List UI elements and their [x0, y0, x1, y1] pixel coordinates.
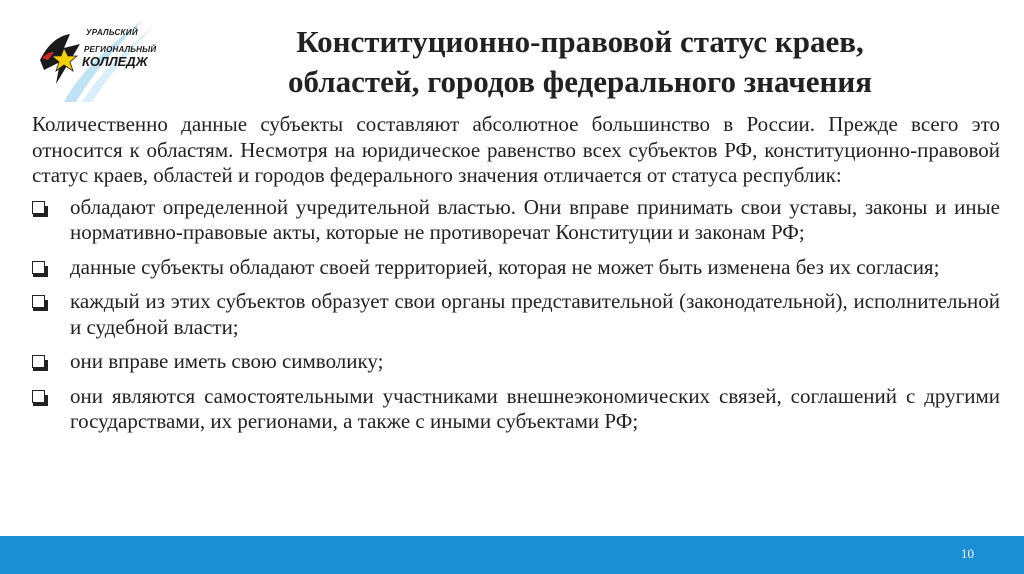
list-item-text: каждый из этих субъектов образует свои органы представительной (законодательной), исполнительной и судебной власти; — [70, 289, 1000, 339]
intro-paragraph: Количественно данные субъекты составляют абсолютное большинство в России. Прежде всего это относится к областям. Несмотря на юридическое равенство всех субъектов РФ, конституционно-правовой статус краев, областей и городов федерального значения отличается от статуса республик: — [32, 112, 1000, 187]
college-logo — [34, 14, 204, 104]
page-number: 10 — [961, 546, 974, 561]
checkbox-bullet-icon — [32, 261, 45, 274]
list-item — [32, 349, 1000, 375]
list-item-text: данные субъекты обладают своей территорией, которая не может быть изменена без их согласия; — [70, 254, 940, 279]
logo-text-line2: РЕГИОНАЛЬНЫЙ — [84, 45, 157, 54]
checkbox-bullet-icon — [32, 295, 45, 308]
slide-title — [190, 22, 970, 102]
checkbox-bullet-icon — [32, 355, 45, 368]
footer-bar — [0, 536, 1024, 574]
list-item — [32, 195, 1000, 246]
list-item — [32, 289, 1000, 340]
bullet-list — [32, 195, 1000, 435]
list-item — [32, 384, 1000, 435]
slide-title-line2: областей, городов федерального значения — [287, 64, 873, 99]
logo-text-line3: КОЛЛЕДЖ — [82, 54, 148, 69]
checkbox-bullet-icon — [32, 390, 45, 403]
list-item-text: обладают определенной учредительной властью. Они вправе принимать свои уставы, законы и иные нормативно-правовые акты, которые не противоречат Конституции и законам РФ; — [70, 194, 1000, 244]
slide-body — [32, 112, 1000, 444]
list-item — [32, 255, 1000, 281]
list-item-text: они являются самостоятельными участниками внешнеэкономических связей, соглашений с другими государствами, их регионами, а также с иными субъектами РФ; — [70, 383, 1000, 433]
checkbox-bullet-icon — [32, 201, 45, 214]
slide-title-line1: Конституционно-правовой статус краев, — [296, 24, 864, 59]
list-item-text: они вправе иметь свою символику; — [70, 349, 384, 373]
logo-text-line1: УРАЛЬСКИЙ — [86, 28, 138, 37]
